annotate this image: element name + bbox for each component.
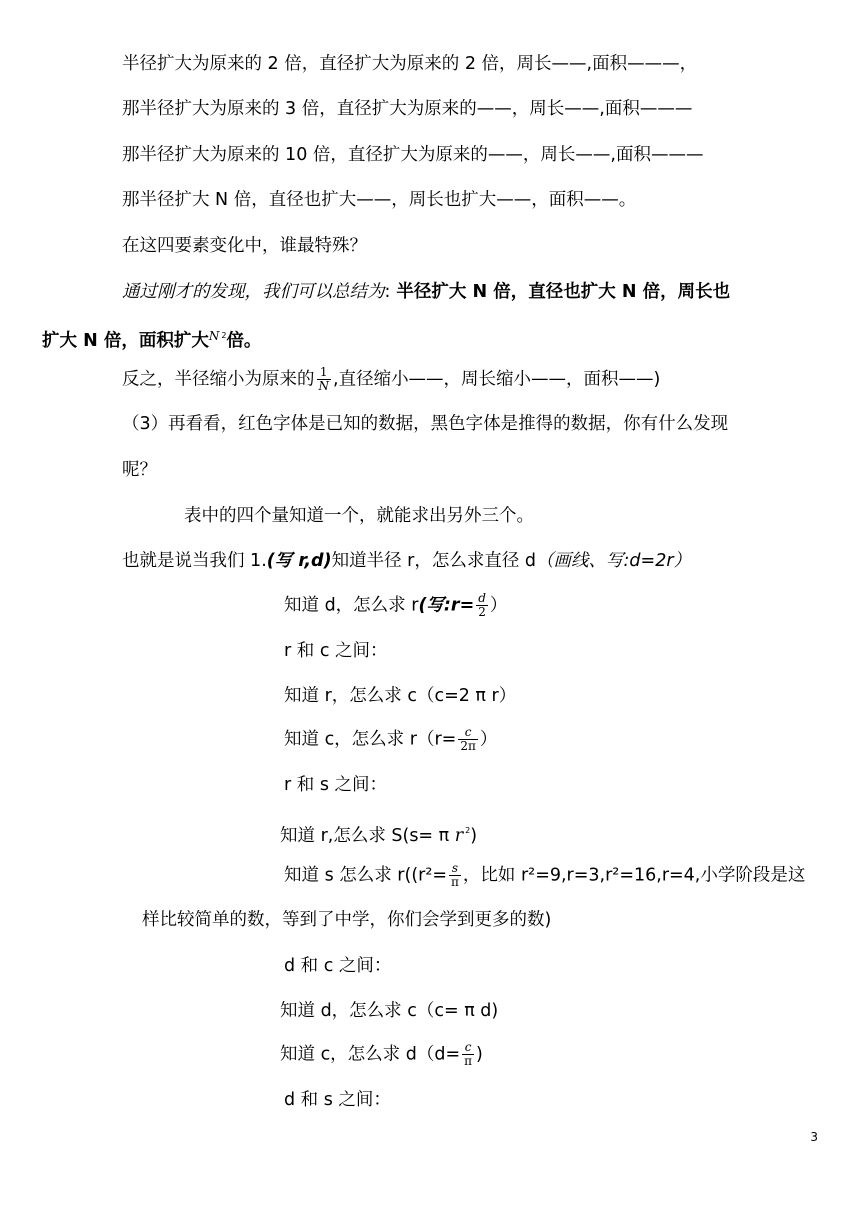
text-line-10: [122, 458, 157, 482]
fraction-numerator: s: [449, 862, 461, 876]
n-squared-base: N: [208, 329, 220, 343]
text-line-20: [142, 908, 551, 932]
line-19-text-b: ，比如 r²=9,r=3,r²=16,r=4,小学阶段是这: [462, 865, 806, 886]
summary-colon: :: [384, 282, 391, 302]
text-line-15: [284, 684, 516, 708]
line-19-text-a: 知道 s 怎么求 r((r²=: [284, 865, 448, 886]
text-line-23: [280, 1041, 483, 1068]
summary-bold-c: 倍。: [226, 331, 262, 351]
radius-exponent: 2: [465, 826, 471, 835]
line-18-text-b: ): [470, 826, 478, 846]
text-line-11: [184, 504, 534, 528]
fraction-denominator: π: [464, 1054, 473, 1068]
text-line-1: [122, 52, 697, 76]
line-21-text: d 和 c 之间：: [284, 956, 392, 976]
text-line-21: [284, 954, 391, 978]
text-line-2: [122, 97, 692, 121]
line-13-text-b: ）: [489, 595, 508, 616]
fraction-numerator: d: [478, 591, 486, 605]
line-12-text-b: 知道半径 r，怎么求直径 d: [331, 551, 537, 571]
line-17-text: r 和 s 之间：: [284, 775, 388, 795]
text-line-18: [280, 819, 477, 848]
text-line-7: [42, 324, 261, 353]
text-line-24: [284, 1088, 391, 1112]
fraction-c-over-2pi: [458, 726, 478, 753]
line-13-text-a: 知道 d，怎么求 r: [284, 595, 419, 616]
text-line-3: [122, 143, 703, 167]
line-1-text: 半径扩大为原来的 2 倍，直径扩大为原来的 2 倍，周长——,面积———，: [122, 54, 698, 74]
line-9-text: （3）再看看，红色字体是已知的数据，黑色字体是推得的数据，你有什么发现: [122, 414, 729, 434]
text-line-17: [284, 773, 387, 797]
text-line-22: [280, 999, 498, 1023]
line-8-text-a: 反之，半径缩小为原来的: [122, 369, 315, 390]
line-13-note: (写:r=: [418, 595, 475, 616]
n-squared-exponent: 2: [221, 331, 227, 340]
line-23-text-a: 知道 c，怎么求 d（d=: [280, 1044, 461, 1065]
fraction-numerator: c: [462, 1041, 474, 1055]
summary-bold-b: 扩大 N 倍，面积扩大: [42, 331, 209, 351]
line-8-text-b: ,直径缩小——，周长缩小——，面积——): [333, 369, 661, 390]
text-line-5: [122, 234, 367, 258]
line-4-text: 那半径扩大 N 倍，直径也扩大——，周长也扩大——，面积——。: [122, 190, 637, 210]
text-line-12: [122, 549, 691, 573]
line-16-text-b: ）: [479, 729, 498, 750]
text-line-6: [122, 280, 730, 304]
text-line-16: [284, 726, 497, 753]
line-14-text: r 和 c 之间：: [284, 641, 388, 661]
line-12-text-a: 也就是说当我们 1.: [122, 551, 267, 571]
summary-bold-a: 半径扩大 N 倍，直径也扩大 N 倍，周长也: [396, 282, 731, 302]
text-line-8: [122, 366, 660, 393]
fraction-s-over-pi: [449, 862, 461, 889]
fraction-denominator: 2π: [460, 739, 476, 753]
line-15-text: 知道 r，怎么求 c（c=2 π r）: [284, 686, 517, 706]
line-16-text-a: 知道 c，怎么求 r（r=: [284, 729, 457, 750]
fraction-numerator: 1: [317, 366, 332, 380]
line-12-note: (写 r,d): [266, 551, 332, 571]
text-line-19: [284, 862, 805, 889]
line-10-text: 呢？: [122, 460, 157, 480]
fraction-denominator: 2: [478, 605, 486, 619]
radius-variable: r: [454, 826, 464, 846]
text-line-9: [122, 412, 728, 436]
line-2-text: 那半径扩大为原来的 3 倍，直径扩大为原来的——，周长——,面积———: [122, 99, 693, 119]
line-3-text: 那半径扩大为原来的 10 倍，直径扩大为原来的——，周长——,面积———: [122, 145, 704, 165]
summary-intro: 通过刚才的发现，我们可以总结为: [122, 282, 385, 302]
fraction-c-over-pi: [462, 1041, 474, 1068]
line-24-text: d 和 s 之间：: [284, 1090, 391, 1110]
fraction-numerator: c: [458, 726, 478, 740]
line-5-text: 在这四要素变化中，谁最特殊？: [122, 236, 367, 256]
fraction-denominator: π: [451, 875, 459, 889]
text-line-13: [284, 592, 507, 619]
text-line-14: [284, 639, 388, 663]
fraction-d-over-2: [476, 592, 488, 619]
fraction-denominator: N: [318, 379, 329, 393]
line-22-text: 知道 d，怎么求 c（c= π d): [280, 1001, 499, 1021]
line-18-text-a: 知道 r,怎么求 S(s= π: [280, 826, 455, 846]
page-number: 3: [810, 1130, 818, 1144]
line-23-text-b: ): [476, 1044, 483, 1065]
text-line-4: [122, 188, 636, 212]
line-20-text: 样比较简单的数，等到了中学，你们会学到更多的数): [142, 910, 552, 930]
line-12-hint: （画线、写:d=2r）: [536, 551, 692, 571]
line-11-text: 表中的四个量知道一个，就能求出另外三个。: [184, 506, 534, 526]
fraction-one-over-n: [317, 366, 332, 393]
